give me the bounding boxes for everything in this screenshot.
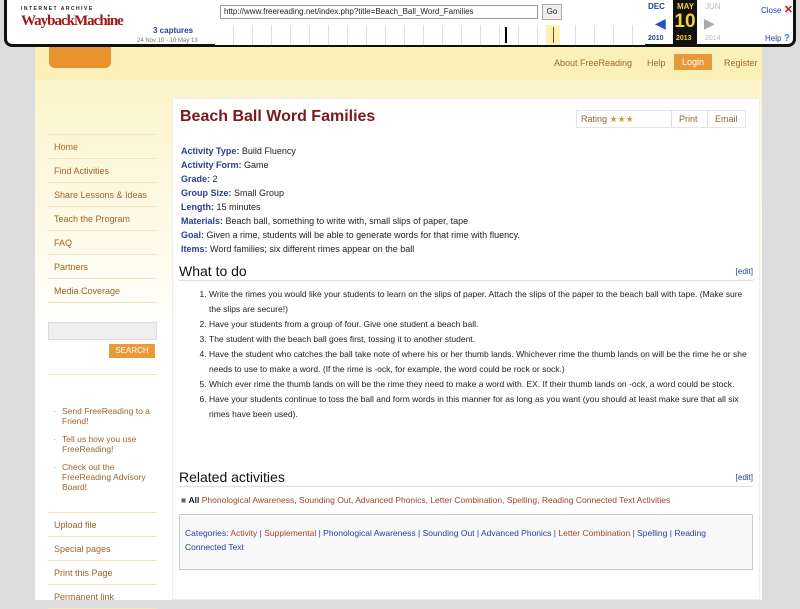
- login-button[interactable]: Login: [674, 54, 712, 70]
- nav-find-activities[interactable]: Find Activities: [48, 159, 157, 183]
- categories-box: [179, 514, 753, 570]
- meta-value: Given a rime, students will be able to generate words for that rime with fluency.: [206, 230, 521, 240]
- meta-value: Beach ball, something to write with, small slips of paper, tape: [225, 216, 469, 226]
- prev-month[interactable]: DEC: [648, 2, 665, 11]
- close-label: Close: [761, 6, 782, 15]
- tell-us-link[interactable]: · Tell us how you use FreeReading!: [53, 434, 153, 454]
- prev-arrow-icon[interactable]: ◀: [655, 15, 666, 31]
- logo-main: WaybackMachine: [21, 13, 123, 29]
- category-link[interactable]: Letter Combination: [558, 528, 631, 538]
- help-label: Help: [765, 34, 782, 43]
- help-button[interactable]: [765, 33, 790, 44]
- related-item: [181, 495, 670, 505]
- meta-value: 15 minutes: [216, 202, 261, 212]
- category-link[interactable]: Sounding Out: [422, 528, 475, 538]
- bullet-icon: ■: [181, 495, 187, 505]
- step-item: 5. Which ever rime the thumb lands on will be the rime they need to make a word with. EX. If their thumb lands on -ock, a word could be stock.: [209, 377, 753, 392]
- close-button[interactable]: [761, 3, 793, 16]
- page: [35, 40, 762, 600]
- meta-value: 2: [212, 174, 218, 184]
- separator: |: [551, 528, 559, 538]
- wayback-toolbar: [4, 0, 796, 47]
- nav-teach-program[interactable]: Teach the Program: [48, 207, 157, 231]
- email-button[interactable]: Email: [707, 111, 738, 127]
- current-capture-mark[interactable]: [553, 27, 554, 43]
- next-arrow-icon: ▶: [704, 15, 715, 31]
- meta-row: [181, 186, 520, 200]
- close-icon: ✕: [783, 4, 793, 16]
- edit-link[interactable]: [edit]: [735, 267, 753, 276]
- nav-home[interactable]: Home: [48, 135, 157, 159]
- capture-mark[interactable]: [505, 27, 507, 43]
- about-link[interactable]: About FreeReading: [554, 58, 633, 68]
- meta-row: [181, 172, 520, 186]
- next-year: 2014: [705, 35, 721, 42]
- meta-label: Group Size:: [181, 188, 232, 198]
- logo-text: INTERNET ARCHIVE: [21, 6, 94, 12]
- register-link[interactable]: Register: [724, 58, 758, 68]
- meta-row: [181, 228, 520, 242]
- rating-bar: [576, 110, 746, 128]
- upload-file-link[interactable]: Upload file: [48, 513, 157, 537]
- related-prefix: All: [188, 495, 200, 505]
- meta-row: [181, 158, 520, 172]
- category-link[interactable]: Supplemental: [264, 528, 317, 538]
- separator: |: [630, 528, 638, 538]
- what-to-do-heading: What to do: [179, 263, 753, 281]
- category-link[interactable]: Reading Connected Text: [185, 528, 706, 552]
- meta-label: Activity Form:: [181, 160, 242, 170]
- search-input[interactable]: [48, 322, 157, 340]
- rating-stars-icon[interactable]: ★★★: [609, 114, 634, 124]
- category-link[interactable]: Advanced Phonics: [481, 528, 552, 538]
- capture-range: 24 Nov 10 - 10 May 13: [137, 38, 198, 44]
- print-page-link[interactable]: Print this Page: [48, 561, 157, 585]
- meta-value: Build Fluency: [241, 146, 296, 156]
- meta-label: Items:: [181, 244, 208, 254]
- edit-link[interactable]: [edit]: [735, 473, 753, 482]
- meta-label: Goal:: [181, 230, 205, 240]
- related-link[interactable]: Phonological Awareness, Sounding Out, Advanced Phonics, Letter Combination, Spelling, Reading Connected Text Activities: [201, 495, 671, 505]
- meta-value: Game: [244, 160, 269, 170]
- search-button[interactable]: SEARCH: [109, 344, 155, 358]
- nav-share-lessons[interactable]: Share Lessons & Ideas: [48, 183, 157, 207]
- separator: |: [667, 528, 675, 538]
- meta-label: Length:: [181, 202, 214, 212]
- category-link[interactable]: Spelling: [637, 528, 668, 538]
- category-link[interactable]: Phonological Awareness: [323, 528, 416, 538]
- next-month: JUN: [705, 2, 721, 11]
- advisory-board-link[interactable]: · Check out the FreeReading Advisory Board!: [53, 462, 153, 492]
- meta-value: Word families; six different rimes appear on the ball: [210, 244, 415, 254]
- url-input[interactable]: http://www.freereading.net/index.php?title=Beach_Ball_Word_Families: [220, 5, 538, 19]
- divider: [48, 374, 157, 375]
- meta-row: [181, 242, 520, 256]
- step-item: 3. The student with the beach ball goes first, tossing it to another student.: [209, 332, 753, 347]
- capture-timeline[interactable]: [215, 25, 645, 45]
- special-pages-link[interactable]: Special pages: [48, 537, 157, 561]
- step-item: 1. Write the rimes you would like your students to learn on the slips of paper. Attach the slips of the paper to the beach ball with tape. (Make sure the slips are secure!): [209, 287, 753, 317]
- rating-label: Rating: [581, 114, 608, 124]
- nav-media-coverage[interactable]: Media Coverage: [48, 279, 157, 303]
- print-button[interactable]: Print: [671, 111, 698, 127]
- category-link[interactable]: Activity: [230, 528, 258, 538]
- promo-links: [53, 406, 153, 500]
- activity-meta: [181, 144, 520, 256]
- steps-list: [195, 287, 753, 422]
- meta-row: [181, 144, 520, 158]
- current-month: MAY: [677, 2, 695, 11]
- meta-label: Activity Type:: [181, 146, 240, 156]
- help-icon: ?: [783, 33, 790, 44]
- article: [172, 98, 760, 600]
- meta-row: [181, 200, 520, 214]
- meta-value: Small Group: [234, 188, 285, 198]
- sidebar-tools: [48, 512, 157, 609]
- wayback-logo[interactable]: [21, 6, 123, 30]
- nav-faq[interactable]: FAQ: [48, 231, 157, 255]
- page-title: Beach Ball Word Families: [180, 108, 376, 125]
- separator: |: [474, 528, 482, 538]
- go-button[interactable]: Go: [542, 4, 562, 20]
- meta-label: Materials:: [181, 216, 224, 226]
- sidebar-nav: [48, 134, 157, 303]
- step-item: 2. Have your students from a group of four. Give one student a beach ball.: [209, 317, 753, 332]
- send-friend-link[interactable]: · Send FreeReading to a Friend!: [53, 406, 153, 426]
- separator: |: [415, 528, 423, 538]
- separator: |: [257, 528, 265, 538]
- current-day: 10: [674, 11, 696, 32]
- related-heading: Related activities: [179, 469, 753, 487]
- categories-label[interactable]: Categories:: [185, 528, 229, 538]
- nav-partners[interactable]: Partners: [48, 255, 157, 279]
- captures-link[interactable]: 3 captures: [153, 26, 194, 35]
- help-link[interactable]: Help: [647, 58, 666, 68]
- current-year: 2013: [676, 35, 692, 42]
- prev-year[interactable]: 2010: [648, 35, 664, 42]
- meta-row: [181, 214, 520, 228]
- step-item: 6. Have your students continue to toss the ball and form words in this manner for as long as you want (you should at least make sure that all six rimes have been used).: [209, 392, 753, 422]
- permanent-link[interactable]: Permanent link: [48, 585, 157, 609]
- meta-label: Grade:: [181, 174, 211, 184]
- step-item: 4. Have the student who catches the ball take note of where his or her thumb lands. Whichever rime the thumb lands on will be the rime he or she needs to use to make a word. (If the rime is -ock, for example, the word could be rock or sock.): [209, 347, 753, 377]
- separator: |: [316, 528, 324, 538]
